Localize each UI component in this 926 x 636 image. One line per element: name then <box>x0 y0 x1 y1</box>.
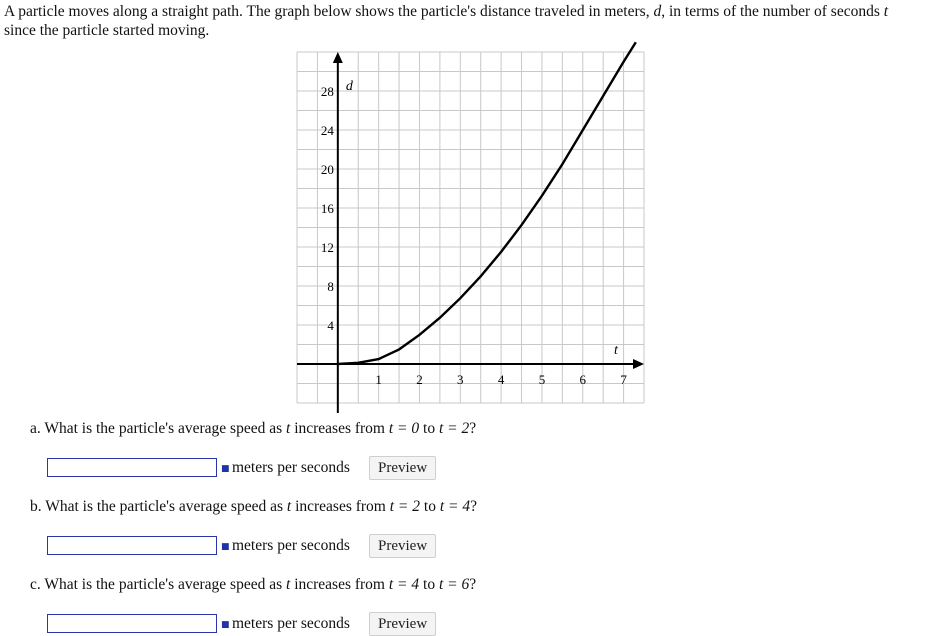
y-axis-arrow-icon <box>333 52 343 63</box>
grid <box>297 52 644 403</box>
preview-button-b[interactable]: Preview <box>369 534 436 558</box>
y-tick-label: 4 <box>327 318 334 333</box>
answer-input-c[interactable] <box>47 614 217 633</box>
unit-label-b: meters per seconds <box>232 537 350 554</box>
answer-input-b[interactable] <box>47 536 217 555</box>
x-tick-label: 1 <box>375 372 382 387</box>
preview-button-a[interactable]: Preview <box>369 456 436 480</box>
var-d: d <box>653 3 662 20</box>
checkbox-mark-icon: ■ <box>221 620 230 630</box>
unit-label-a: meters per seconds <box>232 459 350 476</box>
problem-statement: A particle moves along a straight path. The graph below shows the particle's distance traveled in meters, d, in terms of the number of seconds t since the particle started moving. <box>4 3 889 39</box>
x-tick-label: 6 <box>579 372 587 387</box>
question-b: b. What is the particle's average speed as t increases from t = 2 to t = 4? <box>30 498 478 515</box>
x-tick-label: 4 <box>497 372 505 387</box>
preview-button-c[interactable]: Preview <box>369 612 436 636</box>
x-axis-label: t <box>614 343 618 358</box>
checkbox-mark-icon: ■ <box>221 464 230 474</box>
y-axis-label: d <box>345 79 353 94</box>
unit-label-c: meters per seconds <box>232 615 350 632</box>
y-tick-label: 24 <box>320 123 334 138</box>
y-tick-label: 8 <box>327 279 334 294</box>
checkbox-mark-icon: ■ <box>221 542 230 552</box>
x-tick-label: 5 <box>538 372 546 387</box>
y-tick-label: 16 <box>320 201 334 216</box>
x-tick-label: 3 <box>457 372 464 387</box>
y-tick-label: 28 <box>320 84 334 99</box>
question-a: a. What is the particle's average speed as t increases from t = 0 to t = 2? <box>30 420 477 437</box>
x-tick-label: 7 <box>620 372 627 387</box>
question-c: c. What is the particle's average speed as t increases from t = 4 to t = 6? <box>30 576 477 593</box>
tick-labels <box>321 84 628 387</box>
x-axis-arrow-icon <box>633 359 644 369</box>
y-tick-label: 20 <box>320 162 334 177</box>
axes <box>297 52 644 413</box>
var-t: t <box>883 3 889 20</box>
x-tick-label: 2 <box>416 372 423 387</box>
y-tick-label: 12 <box>320 240 334 255</box>
answer-input-a[interactable] <box>47 458 217 477</box>
